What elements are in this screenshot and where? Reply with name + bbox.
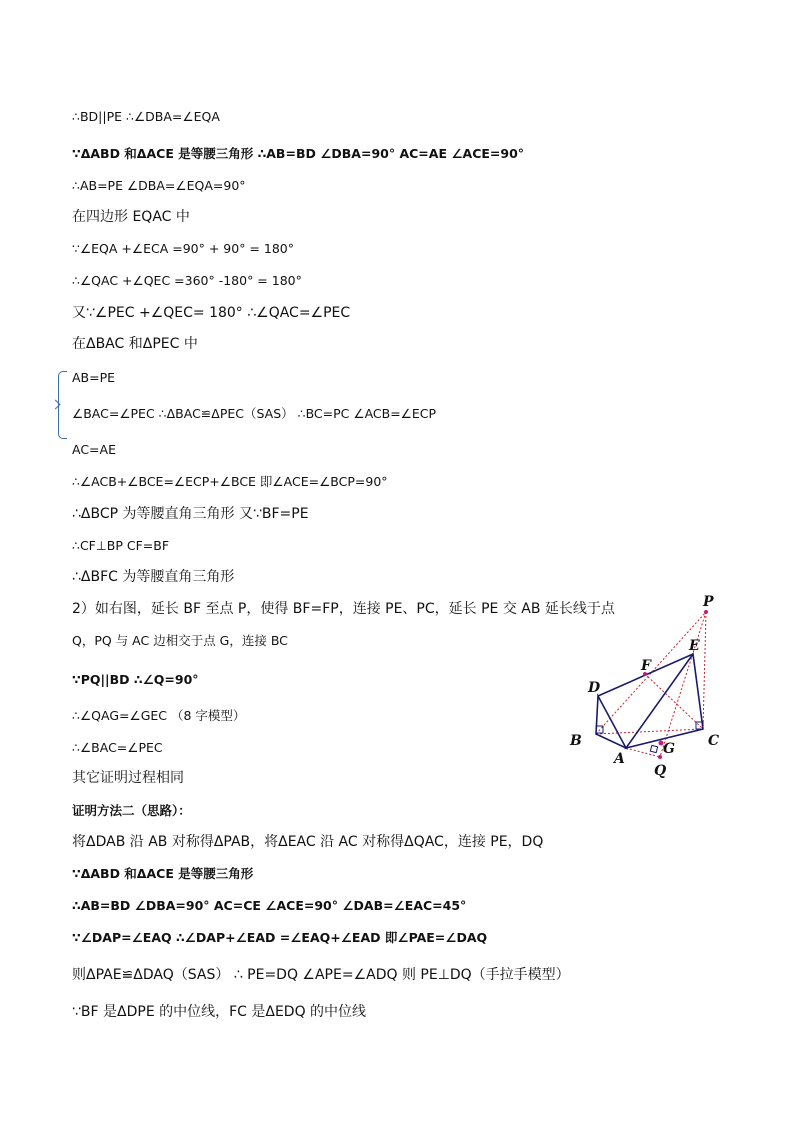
label-b: B — [570, 733, 582, 749]
proof-line-1: ∴BD||PE ∴∠DBA=∠EQA — [72, 109, 220, 124]
label-q: Q — [654, 763, 667, 779]
proof-line-28: ∵BF 是ΔDPE 的中位线，FC 是ΔEDQ 的中位线 — [72, 1004, 367, 1020]
proof-line-8: 在ΔBAC 和ΔPEC 中 — [72, 336, 198, 352]
label-f: F — [641, 658, 651, 674]
proof-line-7: 又∵∠PEC +∠QEC= 180° ∴∠QAC=∠PEC — [72, 305, 351, 321]
proof-line-27: 则ΔPAE≌ΔDAQ（SAS） ∴ PE=DQ ∠APE=∠ADQ 则 PE⊥DQ（手拉手模型） — [72, 967, 570, 983]
proof-line-14: ∴CF⊥BP CF=BF — [72, 538, 170, 553]
system-line-2: ∠BAC=∠PEC ∴ΔBAC≌ΔPEC（SAS） ∴BC=PC ∠ACB=∠ECP — [72, 406, 437, 421]
auxiliary-lines — [596, 612, 706, 757]
proof-line-18: ∵PQ||BD ∴∠Q=90° — [72, 672, 199, 687]
proof-line-4: 在四边形 EQAC 中 — [72, 209, 190, 225]
system-line-1: AB=PE — [72, 370, 116, 385]
proof-line-16: 2）如右图，延长 BF 至点 P，使得 BF=FP，连接 PE、PC，延长 PE 交 AB 延长线于点 — [72, 601, 615, 617]
proof-line-2: ∵ΔABD 和ΔACE 是等腰三角形 ∴AB=BD ∠DBA=90° AC=AE ∠ACE=90° — [72, 146, 525, 161]
proof-line-24: ∵ΔABD 和ΔACE 是等腰三角形 — [72, 866, 254, 881]
label-e: E — [689, 638, 700, 654]
label-a: A — [614, 751, 625, 767]
proof-line-15: ∴ΔBFC 为等腰直角三角形 — [72, 569, 235, 585]
proof-line-26: ∵∠DAP=∠EAQ ∴∠DAP+∠EAD =∠EAQ+∠EAD 即∠PAE=∠DAQ — [72, 930, 488, 945]
geometry-figure — [560, 590, 740, 790]
proof-line-25: ∴AB=BD ∠DBA=90° AC=CE ∠ACE=90° ∠DAB=∠EAC=45° — [72, 898, 467, 913]
label-d: D — [588, 680, 601, 696]
system-line-3: AC=AE — [72, 442, 116, 457]
proof-line-13: ∴ΔBCP 为等腰直角三角形 又∵BF=PE — [72, 506, 309, 522]
method-two-heading: 证明方法二（思路）： — [72, 803, 191, 818]
proof-line-21: 其它证明过程相同 — [72, 770, 184, 786]
point-p — [704, 610, 708, 614]
label-p: P — [703, 594, 714, 610]
proof-line-6: ∴∠QAC +∠QEC =360° -180° = 180° — [72, 273, 302, 288]
point-q — [658, 755, 662, 759]
label-g: G — [663, 741, 675, 757]
label-c: C — [708, 733, 720, 749]
proof-line-3: ∴AB=PE ∠DBA=∠EQA=90° — [72, 178, 246, 193]
right-angle-mark-q — [650, 745, 657, 752]
proof-line-17: Q，PQ 与 AC 边相交于点 G，连接 BC — [72, 633, 288, 648]
proof-line-12: ∴∠ACB+∠BCE=∠ECP+∠BCE 即∠ACE=∠BCP=90° — [72, 474, 388, 489]
proof-line-19: ∴∠QAG=∠GEC （8 字模型） — [72, 708, 246, 723]
proof-line-23: 将ΔDAB 沿 AB 对称得ΔPAB，将ΔEAC 沿 AC 对称得ΔQAC，连接 PE，DQ — [72, 834, 544, 850]
proof-line-5: ∵∠EQA +∠ECA =90° + 90° = 180° — [72, 241, 294, 256]
proof-line-20: ∴∠BAC=∠PEC — [72, 740, 163, 755]
